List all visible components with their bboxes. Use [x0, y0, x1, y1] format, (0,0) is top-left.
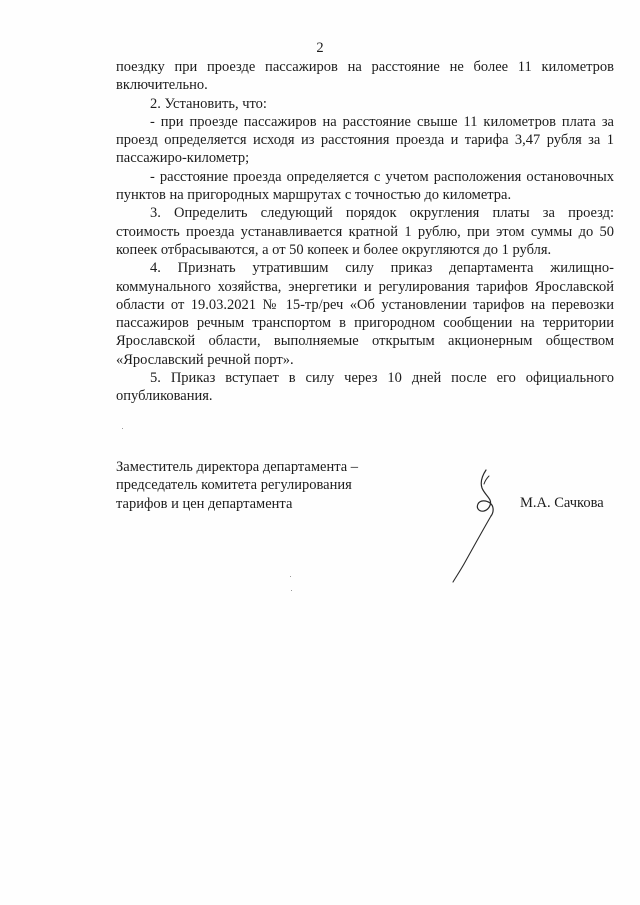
scan-speck: [291, 590, 292, 591]
paragraph-item-2: 2. Установить, что:: [150, 95, 267, 112]
signatory-title: [116, 458, 358, 513]
scan-speck: [290, 576, 291, 577]
paragraph-item-3: 3. Определить следующий порядок округления платы за проезд: стоимость проезда устанавливается кратной 1 рублю, при этом суммы до 50 копеек отбрасываются, а от 50 копеек и более округляются до 1 рубля.: [116, 205, 614, 258]
document-body: [116, 58, 614, 406]
paragraph-continuation: поездку при проезде пассажиров на расстояние не более 11 километров включительно.: [116, 59, 614, 94]
signatory-title-line: Заместитель директора департамента –: [116, 459, 359, 475]
paragraph-item-2-bullet-2: - расстояние проезда определяется с учетом расположения остановочных пунктов на пригородных маршрутах с точностью до километра.: [116, 168, 614, 204]
signatory-title-line: председатель комитета регулирования: [116, 477, 352, 494]
paragraph-item-4: 4. Признать утратившим силу приказ департамента жилищно-коммунального хозяйства, энергетики и регулирования тарифов Ярославской области от 19.03.2021 № 15-тр/реч «Об установлении тарифов на перевозки пассажиров речным транспортом в пригородном сообщении на территории Ярославской области, выполняемые открытым акционерным обществом «Ярославский речной порт».: [116, 260, 614, 368]
paragraph-item-5: 5. Приказ вступает в силу через 10 дней после его официального опубликования.: [116, 370, 614, 405]
handwritten-signature: [438, 466, 528, 586]
signatory-name: М.А. Сачкова: [520, 495, 604, 511]
scan-speck: [122, 428, 123, 429]
signatory-title-line: тарифов и цен департамента: [116, 495, 293, 512]
paragraph-item-2-bullet-1: - при проезде пассажиров на расстояние свыше 11 километров плата за проезд определяется исходя из расстояния проезда и тарифа 3,47 рубля за 1 пассажиро-километр;: [116, 113, 614, 167]
page-number: 2: [316, 40, 324, 56]
